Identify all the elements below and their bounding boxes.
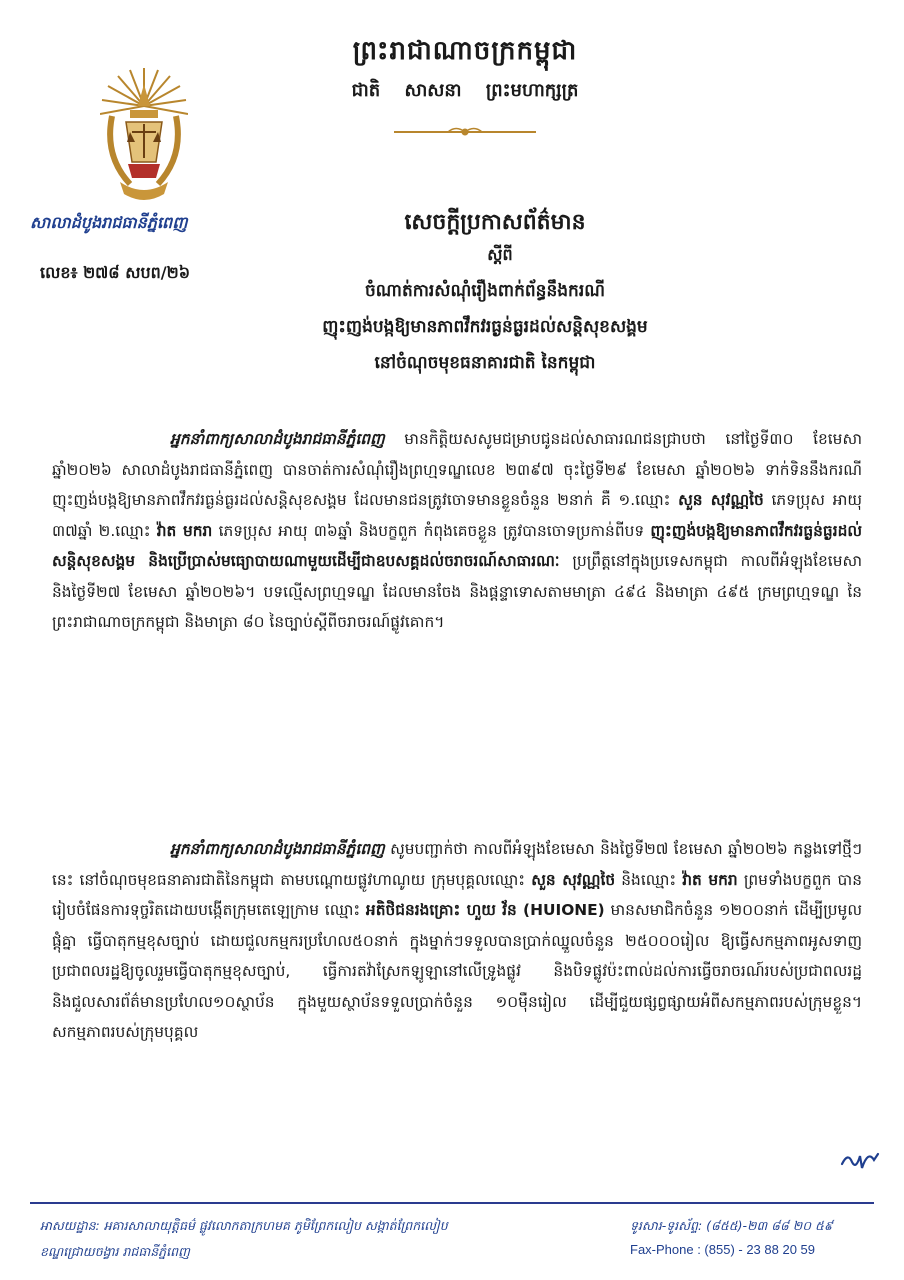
p1-text-a: មានកិត្តិយសសូមជម្រាបជូនដល់សាធារណជនជ្រាបថា នៅថ្ងៃទី៣០ ខែមេសា ឆ្នាំ២០២៦ សាលាដំបូងរាជធានីភ្នំពេញ បានចាត់ការសំណុំរឿងព្រហ្មទណ្ឌលេខ ២៣៩៧ ចុះថ្ងៃទី២៩ ខែមេសា ឆ្នាំ២០២៦ ទាក់ទិននឹងករណីញុះញង់បង្កឱ្យមានភាពវឹកវរធ្ងន់ធ្ងរដល់សន្តិសុខសង្គម ដែលមានជនត្រូវចោទមានខ្លួនចំនួន ២នាក់ គឺ ១.ឈ្មោះ: [52, 430, 862, 509]
p2-text-d: មានសមាជិកចំនួន ១២០០នាក់ ដើម្បីប្រមូលផ្តុំគ្នា ធ្វើបាតុកម្មខុសច្បាប់ ដោយជួលកម្មករប្រហែល៥០នាក់ ក្នុងម្នាក់ៗទទួលបានប្រាក់ឈ្នួលចំនួន ២៥០០០រៀល ឱ្យធ្វើសកម្មភាពអូសទាញ ប្រជាពលរដ្ឋឱ្យចូលរួមធ្វើបាតុកម្មខុសច្បាប់, ធ្វើការតវ៉ាស្រែកឡូឡានៅលើទ្រូងផ្លូវ និងបិទផ្លូវប៉ះពាល់ដល់ការធ្វើចរាចរណ៍របស់ប្រជាពលរដ្ឋ និងជួលសារព័ត៌មានប្រហែល១០ស្ថាប័ន ក្នុងមួយស្ថាប័នទទួលប្រាក់ចំនួន ១០ម៉ឺនរៀល ដើម្បីជួយផ្សព្វផ្សាយអំពីសកម្មភាពរបស់ក្រុមខ្លួន។ សកម្មភាពរបស់ក្រុមបុគ្គល: [52, 901, 862, 1041]
accused-name-2: វ៉ាត មករា: [682, 870, 738, 889]
body-paragraph-1: [52, 424, 862, 638]
telegram-group-name: អតិថិជនរងគ្រោះ ហួយ វ័ន (HUIONE): [365, 901, 605, 919]
reference-number: លេខ៖ ២៧៨ សបព/២៦: [40, 263, 191, 282]
footer-address-line-1: អាសយដ្ឋាន: អគារសាលាយុត្តិធម៌ ផ្លូវលោកតាក្រហមគ ភូមិព្រែកលៀប សង្កាត់ព្រែកលៀប: [40, 1218, 448, 1233]
p1-text-c: ភេទប្រុស អាយុ ៣៦ឆ្នាំ និងបក្ខពួក កំពុងគេចខ្លួន ត្រូវបានចោទប្រកាន់ពីបទ: [212, 521, 651, 540]
national-motto: ជាតិ សាសនា ព្រះមហាក្សត្រ: [351, 80, 579, 101]
footer-address-line-2: ខណ្ឌជ្រោយចង្វារ រាជធានីភ្នំពេញ: [40, 1244, 190, 1259]
p1-text-b: ភេទប្រុស អាយុ ៣៧ឆ្នាំ ២.ឈ្មោះ: [52, 491, 863, 540]
title-line-3: នៅចំណុចមុខធនាគារជាតិ នៃកម្ពុជា: [374, 353, 596, 373]
p2-text-a: សូមបញ្ជាក់ថា កាលពីអំឡុងខែមេសា និងថ្ងៃទី២៧ ខែមេសា ឆ្នាំ២០២៦ កន្លងទៅថ្មីៗនេះ នៅចំណុចមុខធនាគារជាតិនៃកម្ពុជា តាមបណ្តោយផ្លូវហាណូយ ក្រុមបុគ្គលឈ្មោះ: [52, 840, 862, 889]
handwritten-initials-icon: [840, 1146, 880, 1172]
p2-text-c: ព្រមទាំងបក្ខពួក បានរៀបចំផែនការទុច្ចរិតដោយបង្កើតក្រុមតេឡេក្រាម ឈ្មោះ: [52, 870, 862, 919]
title-line-1: ចំណាត់ការសំណុំរឿងពាក់ព័ន្ធនឹងករណី: [365, 281, 605, 301]
ornament-divider-icon: [390, 122, 540, 142]
footer-fax-phone: Fax-Phone : (855) - 23 88 20 59: [630, 1242, 816, 1257]
kingdom-heading: ព្រះរាជាណាចក្រកម្ពុជា: [352, 36, 578, 66]
title-line-2: ញុះញង់បង្កឱ្យមានភាពវឹកវរធ្ងន់ធ្ងរដល់សន្តិសុខសង្គម: [322, 317, 648, 337]
accused-name-1: សួន សុវណ្ណថៃ: [678, 491, 764, 509]
charge-text: ញុះញង់បង្កឱ្យមានភាពវឹកវរធ្ងន់ធ្ងរដល់សន្តិសុខសង្គម និងប្រើប្រាស់មធ្យោបាយណាមួយដើម្បីជាឧបសគ្គដល់ចរាចរណ៍សាធារណៈ: [52, 521, 862, 570]
document-title: សេចក្តីប្រកាសព័ត៌មាន: [404, 210, 586, 235]
body-paragraph-2: [52, 834, 862, 1048]
court-name: សាលាដំបូងរាជធានីភ្នំពេញ: [30, 213, 188, 232]
accused-name-1: សួន សុវណ្ណថៃ: [531, 870, 616, 889]
accused-name-2: វ៉ាត មករា: [156, 521, 213, 540]
spokesperson-label: អ្នកនាំពាក្យសាលាដំបូងរាជធានីភ្នំពេញ: [170, 840, 385, 858]
title-about: ស្តីពី: [487, 245, 513, 264]
footer-rule: [30, 1202, 874, 1204]
spokesperson-label: អ្នកនាំពាក្យសាលាដំបូងរាជធានីភ្នំពេញ: [170, 430, 385, 448]
p2-text-b: និងឈ្មោះ: [615, 870, 683, 889]
footer-phone-khmer: ទូរសារ-ទូរស័ព្ទ: (៨៥៥)-២៣ ៨៨ ២០ ៥៩: [630, 1218, 833, 1233]
p1-text-d: ប្រព្រឹត្តនៅក្នុងប្រទេសកម្ពុជា កាលពីអំឡុងខែមេសា និងថ្ងៃទី២៧ ខែមេសា ឆ្នាំ២០២៦។ បទល្មើសព្រហ្មទណ្ឌ ដែលមានចែង និងផ្តន្ទាទោសតាមមាត្រា ៤៩៤ និងមាត្រា ៤៩៥ ក្រមព្រហ្មទណ្ឌ នៃព្រះរាជាណាចក្រកម្ពុជា និងមាត្រា ៨០ នៃច្បាប់ស្តីពីចរាចរណ៍ផ្លូវគោក។: [52, 552, 863, 631]
court-emblem-icon: [100, 66, 188, 206]
